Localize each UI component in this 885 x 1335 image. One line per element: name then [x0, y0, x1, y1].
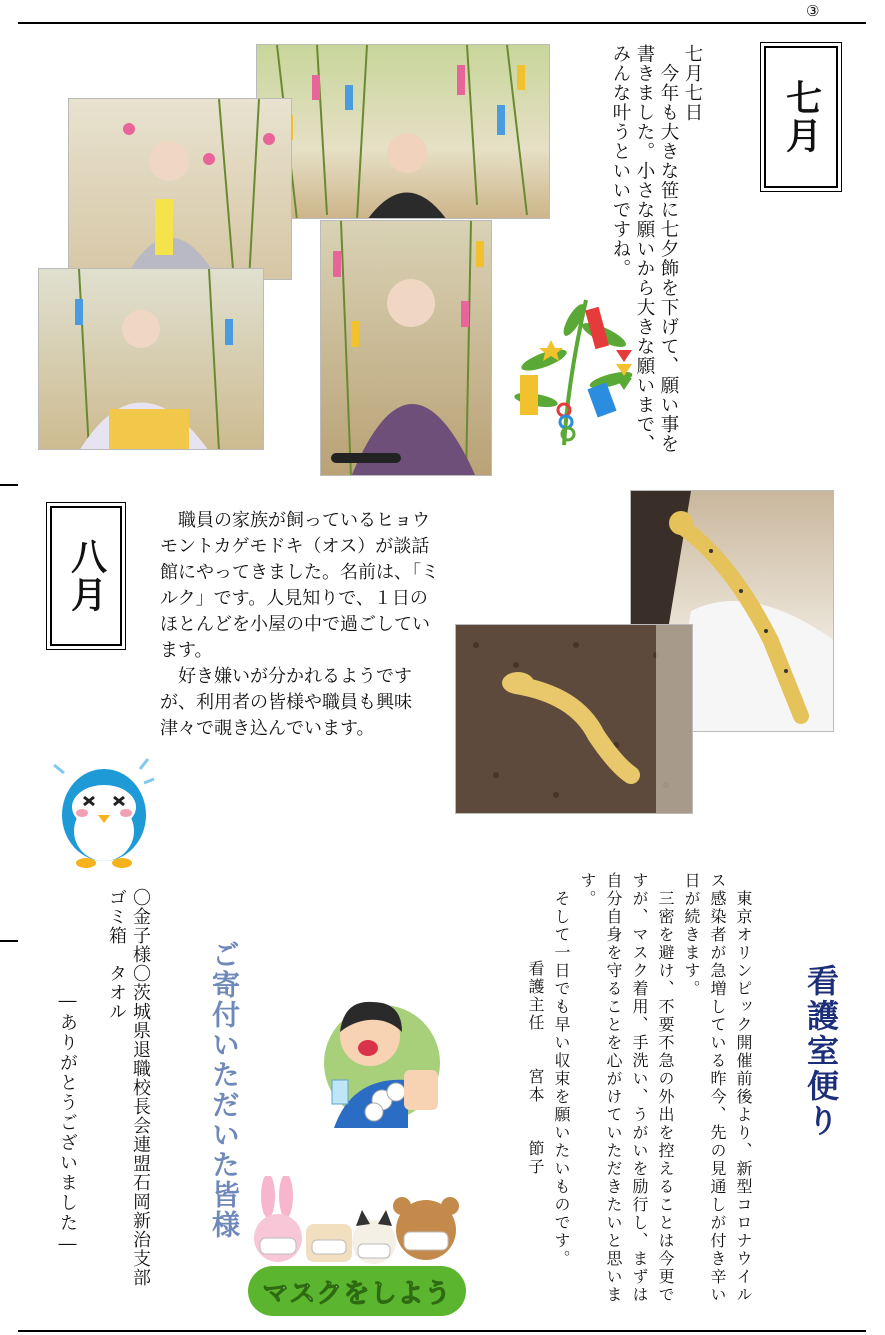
tanabata-photo-4 — [320, 220, 492, 476]
tanabata-photo-3 — [38, 268, 264, 450]
page-number: ③ — [806, 2, 820, 20]
donation-item: 〇金子様 ゴミ箱 — [106, 888, 151, 964]
bottom-rule — [18, 1330, 866, 1332]
donations-list — [98, 888, 152, 1308]
photo-illustration — [321, 221, 492, 476]
margin-tick — [0, 940, 18, 942]
august-text — [160, 508, 445, 742]
handwashing-boy-icon — [312, 988, 442, 1128]
august-heading-box — [50, 506, 122, 646]
photo-illustration — [39, 269, 264, 450]
august-paragraph: 好き嫌いが分かれるようですが、利用者の皆様や職員も興味津々で覗き込んでいます。 — [160, 666, 412, 739]
donations-thanks: ―ありがとうございました― — [57, 990, 78, 1256]
photo-illustration — [69, 99, 292, 280]
worried-penguin-icon — [48, 745, 160, 870]
july-text: 七月七日 今年も大きな笹に七夕飾を下げて、願い事を書きました。小さな願いから大きな願いまで、みんな叶うといいですね。 — [610, 44, 703, 454]
mask-banner-text: マスクをしよう — [262, 1278, 452, 1309]
august-paragraph: 職員の家族が飼っているヒョウモントカゲモドキ（オス）が談話館にやってきました。名前は、「ミルク」です。人見知りで、１日のほとんどを小屋の中で過ごしています。 — [160, 510, 439, 661]
tanabata-photo-2 — [68, 98, 292, 280]
nurse-room-body: 東京オリンピック開催前後より、新型コロナウイルス感染者が急増している昨今、先の見通しが付き辛い日が続きます。 三密を避け、不要不急の外出を控えることは今更ですが、マスク着用、手洗い、うがいを励行し、まずは自分自身を守ることを心がけていただきたいと思います。 そして一日でも早い収束を願いたいものです。 — [552, 872, 753, 1304]
margin-tick — [0, 484, 18, 486]
july-heading-box — [764, 46, 838, 188]
august-heading: 八月 — [65, 538, 107, 614]
tanabata-photo-1 — [256, 44, 550, 219]
nurse-signature: 看護主任 宮本 節子 — [526, 960, 545, 1176]
donations-title: ご寄付いただいた皆様 — [208, 940, 241, 1240]
nurse-room-title: 看護室便り — [802, 964, 840, 1139]
photo-illustration — [257, 45, 550, 219]
top-rule — [18, 22, 866, 24]
gecko-photo-cage — [455, 624, 693, 814]
mask-banner — [246, 1176, 468, 1318]
july-heading: 七月 — [780, 79, 822, 155]
photo-illustration — [456, 625, 693, 814]
donation-item: 〇茨城県退職校長会連盟石岡新治支部 タオル — [106, 964, 151, 1287]
